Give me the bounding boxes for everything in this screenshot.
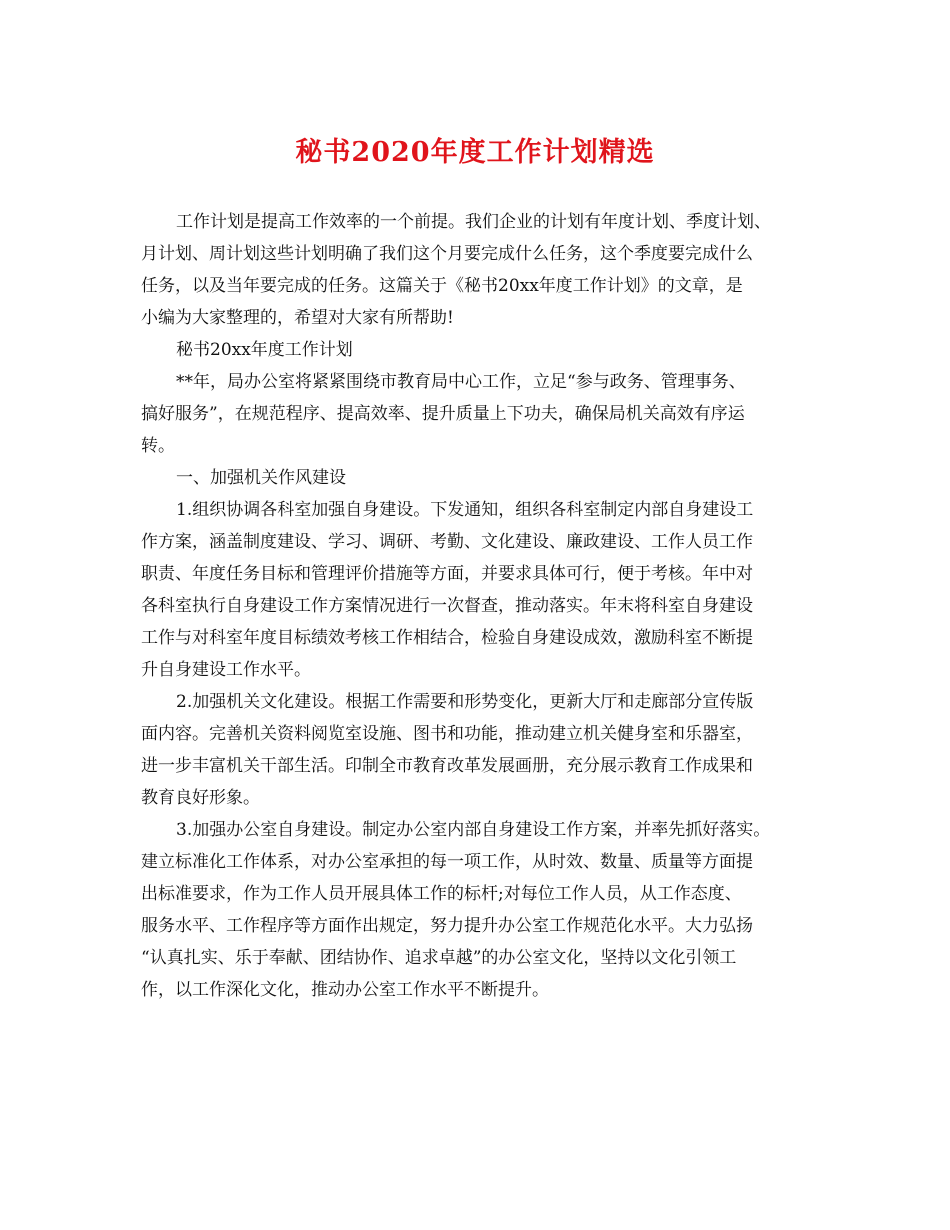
subtitle-line: 秘书20xx年度工作计划 — [176, 340, 353, 360]
paragraph-line: 小编为大家整理的，希望对大家有所帮助! — [141, 308, 454, 328]
paragraph-line: 各科室执行自身建设工作方案情况进行一次督查，推动落实。年末将科室自身建设 — [141, 596, 753, 616]
paragraph-line: 进一步丰富机关干部生活。印制全市教育改革发展画册，充分展示教育工作成果和 — [141, 756, 753, 776]
paragraph-line: 出标准要求，作为工作人员开展具体工作的标杆;对每位工作人员，从工作态度、 — [141, 884, 742, 904]
paragraph-line: 服务水平、工作程序等方面作出规定，努力提升办公室工作规范化水平。大力弘扬 — [141, 916, 753, 936]
paragraph-line: 职责、年度任务目标和管理评价措施等方面，并要求具体可行，便于考核。年中对 — [141, 564, 753, 584]
paragraph-line: 教育良好形象。 — [141, 788, 260, 808]
paragraph-line: “认真扎实、乐于奉献、团结协作、追求卓越”的办公室文化，坚持以文化引领工 — [141, 948, 737, 968]
section-heading: 一、加强机关作风建设 — [176, 468, 346, 488]
paragraph-line: 工作计划是提高工作效率的一个前提。我们企业的计划有年度计划、季度计划、 — [176, 212, 771, 232]
paragraph-line: 任务，以及当年要完成的任务。这篇关于《秘书20xx年度工作计划》的文章，是 — [141, 276, 743, 296]
document-title: 秘书2020年度工作计划精选 — [295, 137, 655, 168]
paragraph-line: **年，局办公室将紧紧围绕市教育局中心工作，立足“参与政务、管理事务、 — [176, 372, 746, 392]
paragraph-line: 建立标准化工作体系，对办公室承担的每一项工作，从时效、数量、质量等方面提 — [141, 852, 753, 872]
paragraph-line: 转。 — [141, 436, 175, 456]
document-body — [141, 206, 826, 1006]
paragraph-line: 1.组织协调各科室加强自身建设。下发通知，组织各科室制定内部自身建设工 — [176, 500, 754, 520]
paragraph-line: 升自身建设工作水平。 — [141, 660, 311, 680]
paragraph-line: 2.加强机关文化建设。根据工作需要和形势变化，更新大厅和走廊部分宣传版 — [176, 692, 754, 712]
paragraph-line: 月计划、周计划这些计划明确了我们这个月要完成什么任务，这个季度要完成什么 — [141, 244, 753, 264]
paragraph-line: 搞好服务”，在规范程序、提高效率、提升质量上下功夫，确保局机关高效有序运 — [141, 404, 745, 424]
paragraph-line: 工作与对科室年度目标绩效考核工作相结合，检验自身建设成效，激励科室不断提 — [141, 628, 753, 648]
paragraph-line: 3.加强办公室自身建设。制定办公室内部自身建设工作方案，并率先抓好落实。 — [176, 820, 771, 840]
paragraph-line: 作，以工作深化文化，推动办公室工作水平不断提升。 — [141, 980, 549, 1000]
paragraph-line: 作方案，涵盖制度建设、学习、调研、考勤、文化建设、廉政建设、工作人员工作 — [141, 532, 753, 552]
paragraph-line: 面内容。完善机关资料阅览室设施、图书和功能，推动建立机关健身室和乐器室， — [141, 724, 753, 744]
